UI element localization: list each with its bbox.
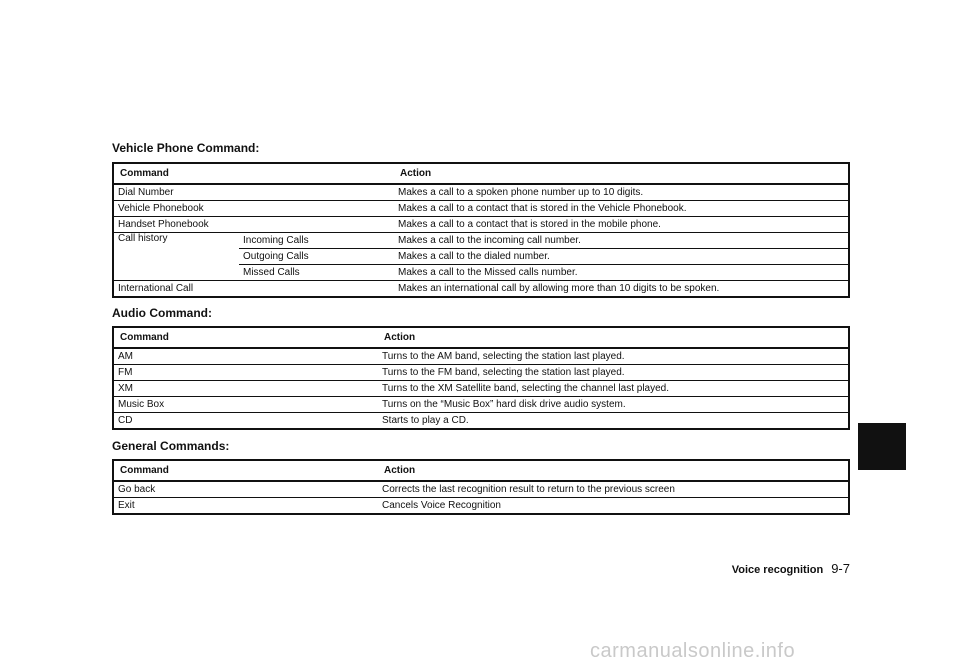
table-row (113, 184, 849, 201)
action-cell: Corrects the last recognition result to return to the previous screen (378, 481, 849, 498)
table-row (113, 233, 849, 249)
command-cell: CD (113, 413, 378, 430)
audio-command-table (112, 326, 850, 430)
table-row (113, 201, 849, 217)
action-cell: Makes a call to a spoken phone number up to 10 digits. (394, 184, 849, 201)
sub-command-cell: Missed Calls (239, 265, 394, 281)
sub-command-cell: Outgoing Calls (239, 249, 394, 265)
page-number: 9-7 (831, 561, 850, 576)
command-cell: Go back (113, 481, 378, 498)
action-cell: Turns to the FM band, selecting the station last played. (378, 365, 849, 381)
column-header-action: Action (378, 327, 849, 348)
vehicle-phone-heading: Vehicle Phone Command: (112, 141, 260, 155)
action-cell: Makes a call to a contact that is stored in the Vehicle Phonebook. (394, 201, 849, 217)
command-cell: Music Box (113, 397, 378, 413)
table-row (113, 365, 849, 381)
table-header-row (113, 460, 849, 481)
vehicle-phone-command-table (112, 162, 850, 298)
action-cell: Turns on the “Music Box” hard disk drive audio system. (378, 397, 849, 413)
command-cell: International Call (113, 281, 394, 298)
sub-command-cell: Incoming Calls (239, 233, 394, 249)
table-row (113, 348, 849, 365)
table-header-row (113, 163, 849, 184)
table-row (113, 217, 849, 233)
column-header-action: Action (378, 460, 849, 481)
action-cell: Makes a call to the incoming call number. (394, 233, 849, 249)
table-row (113, 481, 849, 498)
column-header-command: Command (113, 327, 378, 348)
command-cell: Handset Phonebook (113, 217, 394, 233)
page-footer (732, 561, 850, 576)
command-cell: Call history (113, 233, 239, 281)
watermark: carmanualsonline.info (590, 640, 796, 662)
command-cell: Dial Number (113, 184, 394, 201)
action-cell: Makes a call to the Missed calls number. (394, 265, 849, 281)
command-cell: FM (113, 365, 378, 381)
table-row (113, 397, 849, 413)
table-row (113, 281, 849, 298)
command-cell: Exit (113, 498, 378, 515)
table-header-row (113, 327, 849, 348)
command-cell: Vehicle Phonebook (113, 201, 394, 217)
column-header-action: Action (394, 163, 849, 184)
audio-command-heading: Audio Command: (112, 306, 212, 320)
action-cell: Makes an international call by allowing more than 10 digits to be spoken. (394, 281, 849, 298)
table-row (113, 381, 849, 397)
action-cell: Makes a call to the dialed number. (394, 249, 849, 265)
column-header-command: Command (113, 163, 394, 184)
command-cell: XM (113, 381, 378, 397)
action-cell: Starts to play a CD. (378, 413, 849, 430)
general-commands-heading: General Commands: (112, 439, 230, 453)
footer-section-title: Voice recognition (731, 564, 824, 576)
column-header-command: Command (113, 460, 378, 481)
command-cell: AM (113, 348, 378, 365)
action-cell: Cancels Voice Recognition (378, 498, 849, 515)
table-row (113, 413, 849, 430)
action-cell: Turns to the AM band, selecting the station last played. (378, 348, 849, 365)
action-cell: Makes a call to a contact that is stored in the mobile phone. (394, 217, 849, 233)
general-commands-table (112, 459, 850, 515)
table-row (113, 498, 849, 515)
chapter-tab (858, 423, 906, 470)
action-cell: Turns to the XM Satellite band, selecting the channel last played. (378, 381, 849, 397)
